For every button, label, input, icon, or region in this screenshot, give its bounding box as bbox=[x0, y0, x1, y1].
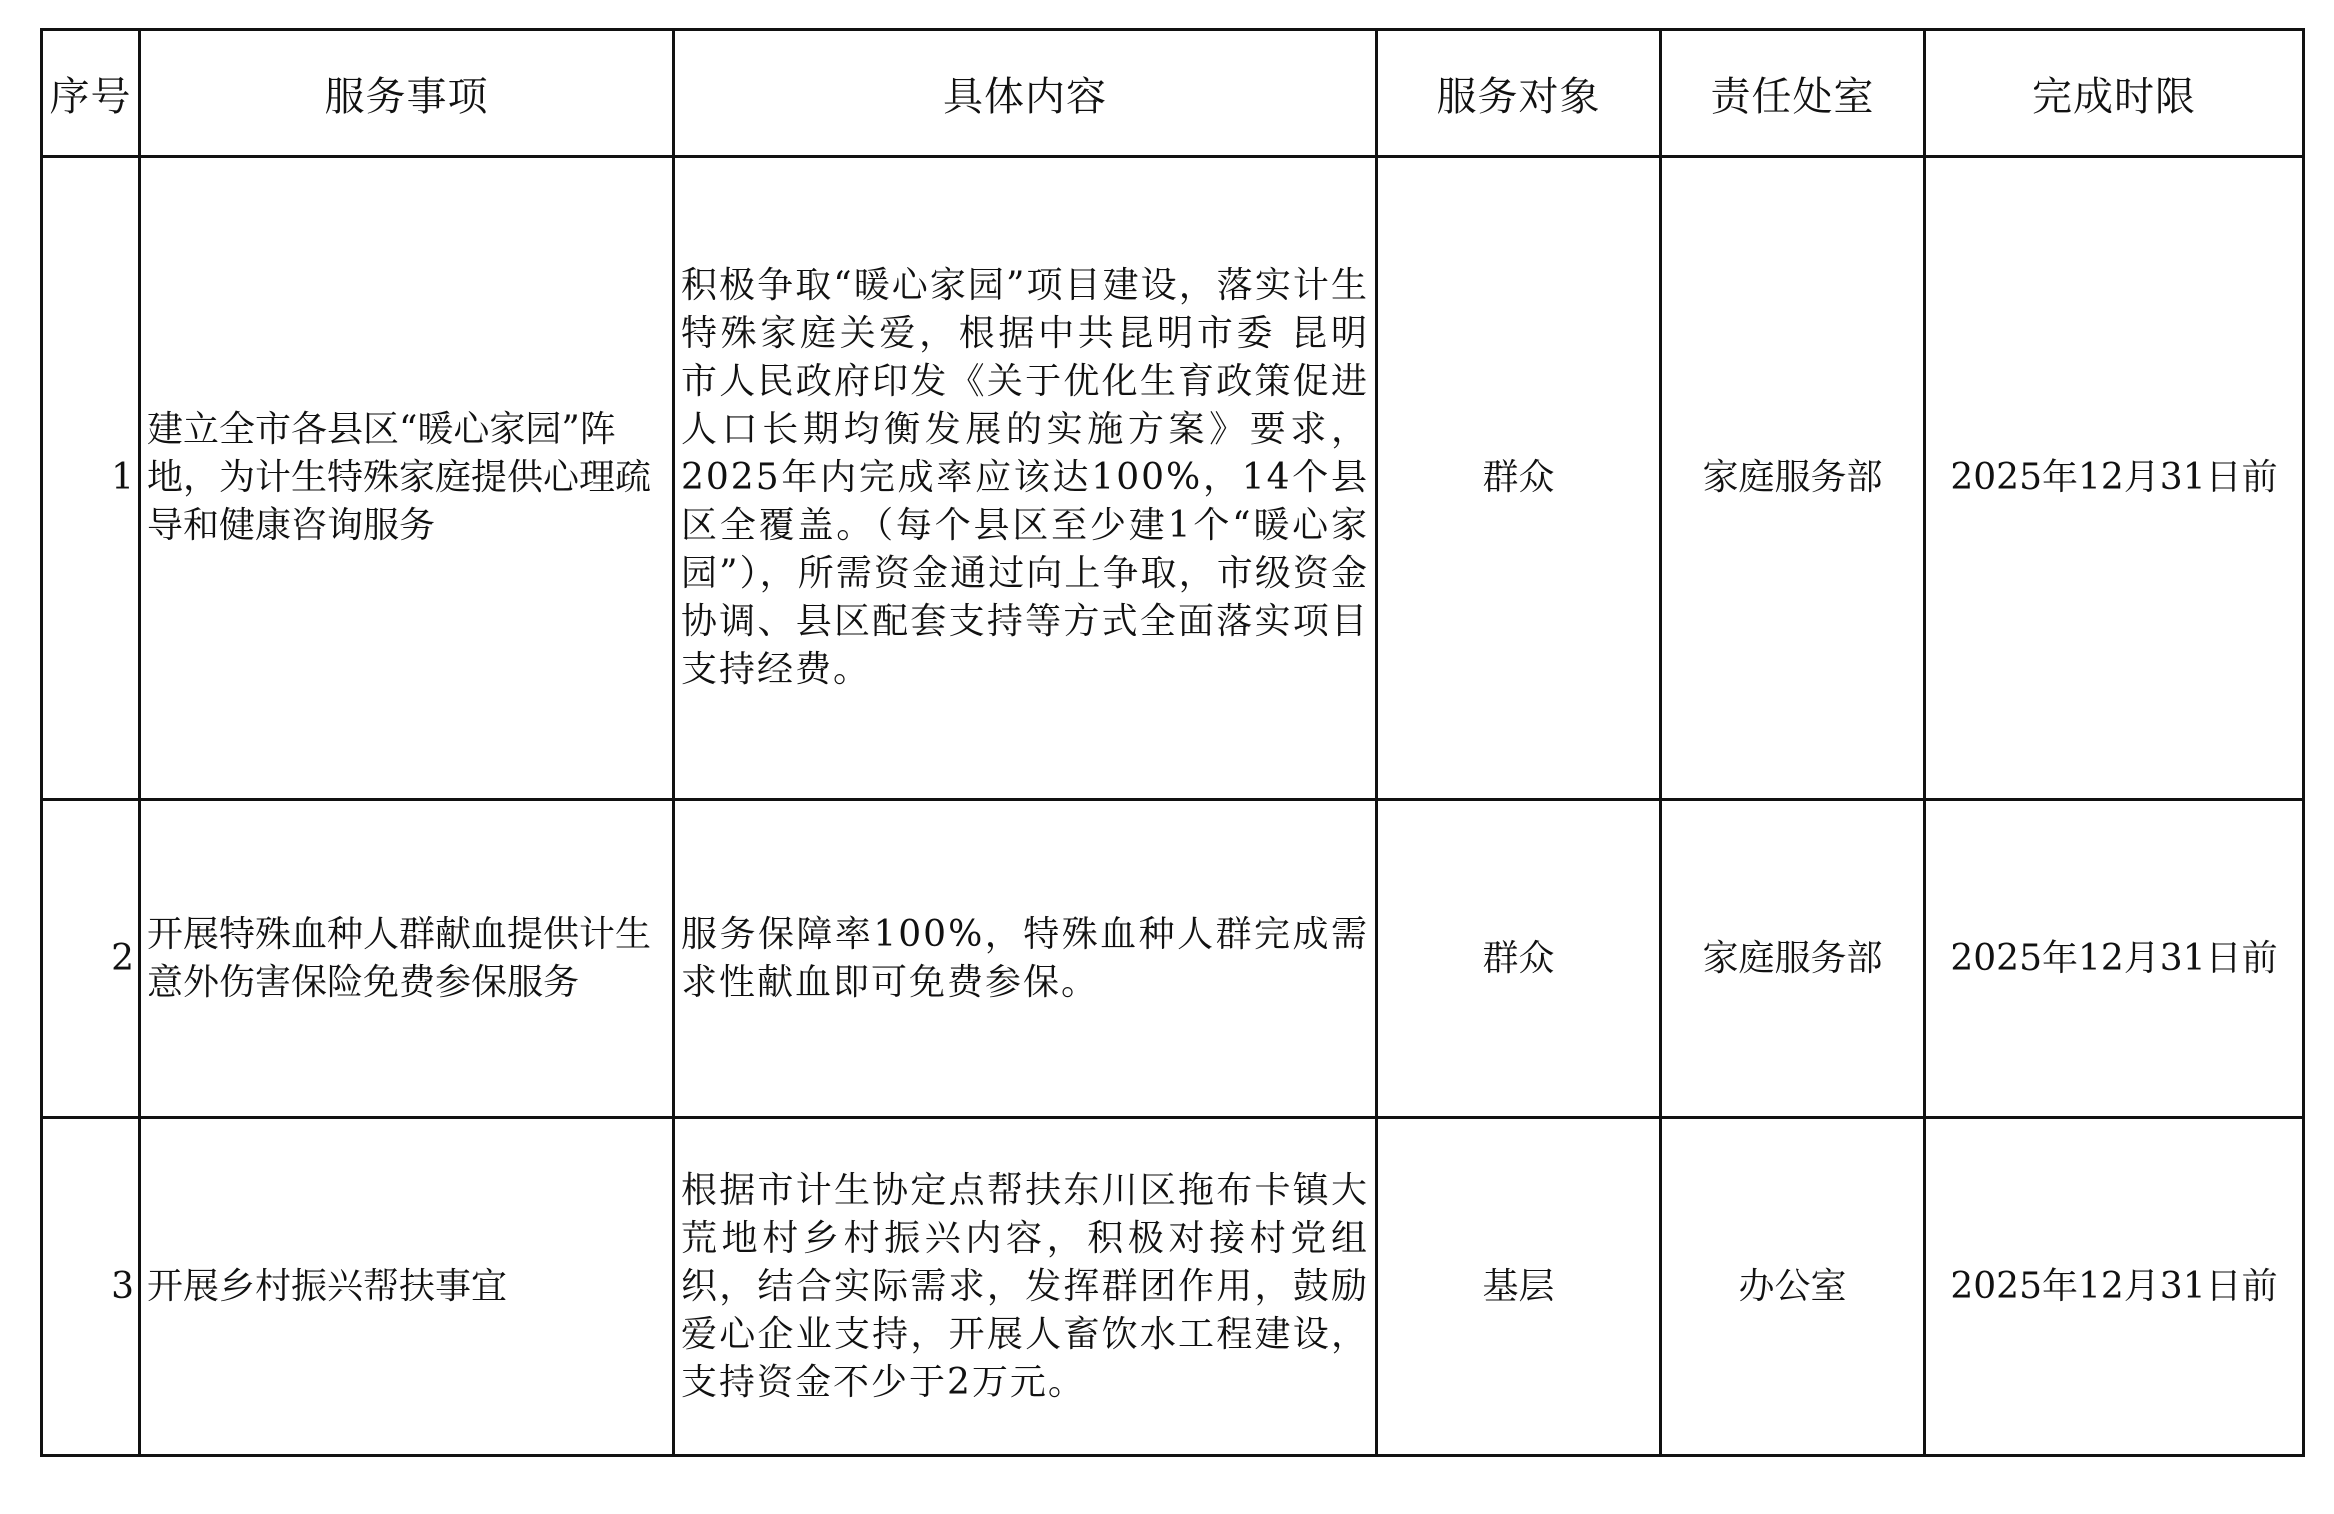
header-deadline: 完成时限 bbox=[1925, 30, 2304, 157]
deadline: 2025年12月31日前 bbox=[1925, 1118, 2304, 1456]
table-row bbox=[42, 1118, 2304, 1456]
row-number: 2 bbox=[42, 800, 140, 1118]
service-content: 根据市计生协定点帮扶东川区拖布卡镇大荒地村乡村振兴内容，积极对接村党组织，结合实际需求，发挥群团作用，鼓励爱心企业支持，开展人畜饮水工程建设，支持资金不少于2万元。 bbox=[674, 1118, 1377, 1456]
service-target: 群众 bbox=[1377, 800, 1661, 1118]
header-target: 服务对象 bbox=[1377, 30, 1661, 157]
service-content: 积极争取“暖心家园”项目建设，落实计生特殊家庭关爱，根据中共昆明市委 昆明市人民政府印发《关于优化生育政策促进人口长期均衡发展的实施方案》要求，2025年内完成率应该达100%，14个县区全覆盖。（每个县区至少建1个“暖心家园”），所需资金通过向上争取，市级资金协调、县区配套支持等方式全面落实项目支持经费。 bbox=[674, 157, 1377, 800]
table-row bbox=[42, 157, 2304, 800]
header-row bbox=[42, 30, 2304, 157]
deadline: 2025年12月31日前 bbox=[1925, 800, 2304, 1118]
responsible-dept: 家庭服务部 bbox=[1661, 157, 1925, 800]
header-dept: 责任处室 bbox=[1661, 30, 1925, 157]
responsible-dept: 办公室 bbox=[1661, 1118, 1925, 1456]
header-num: 序号 bbox=[42, 30, 140, 157]
row-number: 3 bbox=[42, 1118, 140, 1456]
service-target: 基层 bbox=[1377, 1118, 1661, 1456]
header-item: 服务事项 bbox=[140, 30, 674, 157]
deadline: 2025年12月31日前 bbox=[1925, 157, 2304, 800]
service-target: 群众 bbox=[1377, 157, 1661, 800]
table-row bbox=[42, 800, 2304, 1118]
service-item: 开展乡村振兴帮扶事宜 bbox=[140, 1118, 674, 1456]
service-item: 建立全市各县区“暖心家园”阵地，为计生特殊家庭提供心理疏导和健康咨询服务 bbox=[140, 157, 674, 800]
service-content: 服务保障率100%，特殊血种人群完成需求性献血即可免费参保。 bbox=[674, 800, 1377, 1118]
service-table bbox=[40, 28, 2305, 1457]
row-number: 1 bbox=[42, 157, 140, 800]
service-item: 开展特殊血种人群献血提供计生意外伤害保险免费参保服务 bbox=[140, 800, 674, 1118]
responsible-dept: 家庭服务部 bbox=[1661, 800, 1925, 1118]
header-content: 具体内容 bbox=[674, 30, 1377, 157]
